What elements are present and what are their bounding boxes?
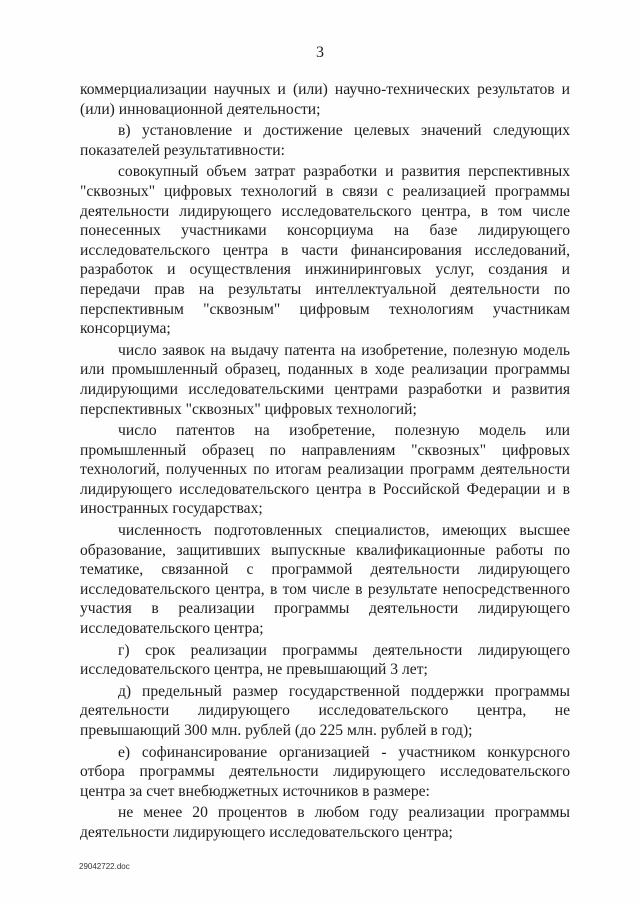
paragraph: коммерциализации научных и (или) научно-технических результатов и (или) инновационной деятельности;	[80, 81, 570, 118]
paragraph: д) предельный размер государственной поддержки программы деятельности лидирующего исследовательского центра, не превышающий 300 млн. рублей (до 225 млн. рублей в год);	[80, 682, 570, 739]
footer-file-code: 29042722.doc	[79, 862, 130, 871]
paragraph: число заявок на выдачу патента на изобретение, полезную модель или промышленный образец, поданных в ходе реализации программы лидирующими исследовательскими центрами разработки и развития перспективных "сквозных" цифровых технологий;	[80, 341, 570, 418]
document-body	[80, 80, 570, 843]
paragraph: не менее 20 процентов в любом году реализации программы деятельности лидирующего исследовательского центра;	[80, 804, 570, 841]
page-number: 3	[316, 44, 324, 61]
paragraph: е) софинансирование организацией - участником конкурсного отбора программы деятельности лидирующего исследовательского центра за счет внебюджетных источников в размере:	[80, 743, 570, 800]
paragraph: в) установление и достижение целевых значений следующих показателей результативности:	[80, 122, 570, 159]
paragraph: число патентов на изобретение, полезную модель или промышленный образец по направлениям "сквозных" цифровых технологий, полученных по итогам реализации программ деятельности лидирующего исследовательского центра в Российской Федерации и в иностранных государствах;	[80, 422, 570, 518]
paragraph: совокупный объем затрат разработки и развития перспективных "сквозных" цифровых технологий в связи с реализацией программы деятельности лидирующего исследовательского центра, в том числе понесенных участниками консорциума на базе лидирующего исследовательского центра в части финансирования исследований, разработок и осуществления инжиниринговых услуг, создания и передачи прав на результаты интеллектуальной деятельности по перспективным "сквозным" цифровым технологиям участникам консорциума;	[80, 163, 570, 338]
paragraph: г) срок реализации программы деятельности лидирующего исследовательского центра, не превышающий 3 лет;	[80, 641, 570, 679]
paragraph: численность подготовленных специалистов, имеющих высшее образование, защитивших выпускные квалификационные работы по тематике, связанной с программой деятельности лидирующего исследовательского центра, в том числе в результате непосредственного участия в реализации программы деятельности лидирующего исследовательского центра;	[80, 522, 570, 638]
